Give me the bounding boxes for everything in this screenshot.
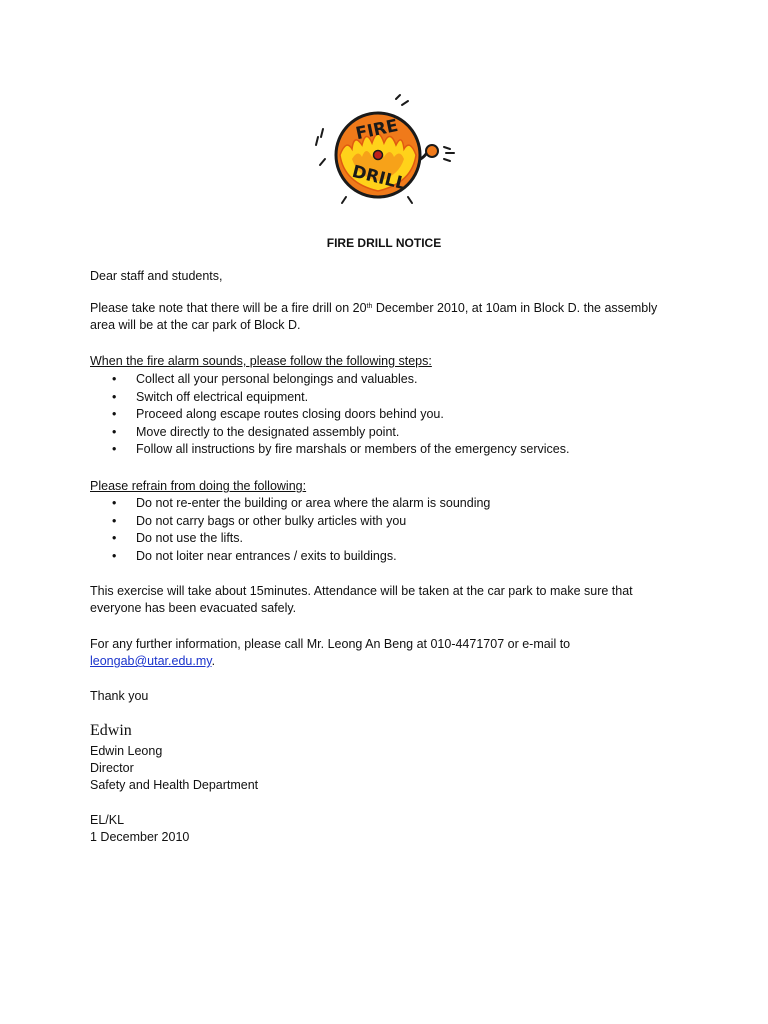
intro-text-line2: area will be at the car park of Block D. [90, 318, 301, 332]
exercise-line1: This exercise will take about 15minutes. Attendance will be taken at the car park to make sure that [90, 584, 633, 598]
list-item-text: Move directly to the designated assembly point. [136, 424, 400, 439]
intro-date-suffix: th [366, 303, 373, 310]
reference-date: 1 December 2010 [90, 830, 190, 844]
refrain-heading: Please refrain from doing the following: [90, 479, 307, 493]
handwritten-signature: Edwin [90, 722, 132, 739]
steps-heading: When the fire alarm sounds, please follow the following steps: [90, 354, 432, 368]
svg-text:FIRE: FIRE [354, 115, 400, 145]
bullet-icon: • [112, 531, 117, 546]
list-item-text: Follow all instructions by fire marshals or members of the emergency services. [136, 442, 570, 457]
refrain-list [90, 495, 690, 565]
intro-text-end: December 2010, at 10am in Block D. the assembly [372, 301, 658, 315]
reference-block [90, 812, 690, 846]
bullet-icon: • [112, 496, 117, 510]
fire-drill-alarm-bell-icon [312, 93, 460, 209]
intro-paragraph [90, 300, 690, 334]
svg-text:DRILL: DRILL [350, 161, 409, 195]
list-item-text: Do not use the lifts. [136, 531, 244, 546]
exercise-paragraph [90, 583, 690, 617]
list-item [90, 371, 690, 389]
signer-position: Director [90, 761, 134, 775]
steps-list [90, 371, 690, 459]
closing-thanks: Thank you [90, 689, 149, 703]
signer-department: Safety and Health Department [90, 778, 259, 792]
exercise-line2: everyone has been evacuated safely. [90, 601, 297, 615]
intro-text-start: Please take note that there will be a fire drill on 20 [90, 301, 367, 315]
bullet-icon: • [112, 442, 117, 457]
list-item [90, 548, 690, 566]
bullet-icon: • [112, 548, 117, 563]
contact-period: . [211, 654, 216, 668]
reference-code: EL/KL [90, 813, 125, 827]
list-item-text: Collect all your personal belongings and valuables. [136, 372, 418, 386]
list-item [90, 389, 690, 407]
bullet-icon: • [112, 372, 117, 386]
bullet-icon: • [112, 424, 117, 439]
email-link[interactable]: leongab@utar.edu.my [90, 654, 212, 668]
list-item-text: Do not loiter near entrances / exits to buildings. [136, 548, 397, 563]
list-item [90, 406, 690, 424]
bullet-icon: • [112, 389, 117, 404]
list-item [90, 530, 690, 548]
contact-line1: For any further information, please call Mr. Leong An Beng at 010-4471707 or e-mail to [90, 637, 571, 651]
bullet-icon: • [112, 407, 117, 422]
signoff-block [90, 743, 690, 794]
list-item [90, 495, 690, 513]
contact-paragraph [90, 636, 690, 670]
list-item-text: Do not carry bags or other bulky articles with you [136, 513, 407, 528]
greeting: Dear staff and students, [90, 269, 223, 283]
bullet-icon: • [112, 513, 117, 528]
list-item-text: Do not re-enter the building or area where the alarm is sounding [136, 496, 491, 510]
list-item [90, 441, 690, 459]
page-title: FIRE DRILL NOTICE [326, 236, 442, 250]
list-item [90, 513, 690, 531]
signer-name: Edwin Leong [90, 744, 163, 758]
list-item-text: Proceed along escape routes closing doors behind you. [136, 407, 444, 422]
list-item-text: Switch off electrical equipment. [136, 389, 309, 404]
list-item [90, 424, 690, 442]
